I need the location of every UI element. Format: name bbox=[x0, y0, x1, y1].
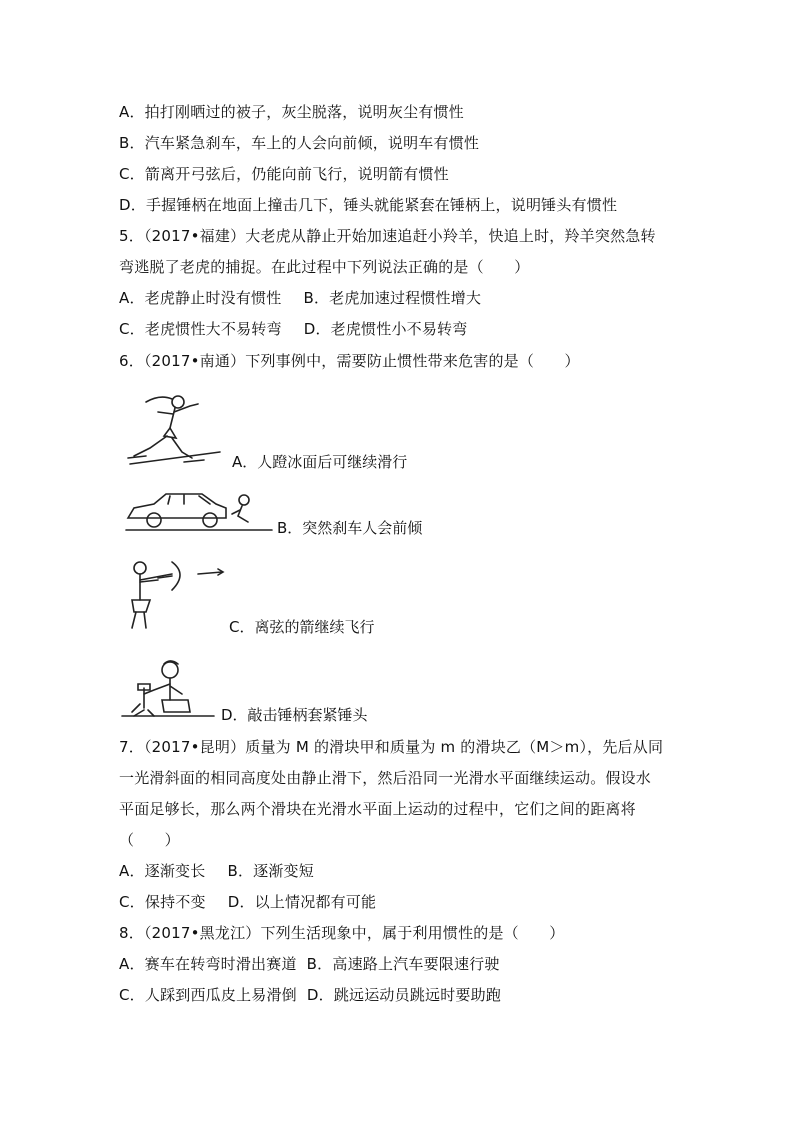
q7-option-c: C．保持不变 bbox=[119, 893, 206, 911]
q4-option-b: B．汽车紧急刹车，车上的人会向前倾，说明车有惯性 bbox=[119, 134, 480, 152]
q6-picture-c-archer bbox=[124, 556, 228, 632]
q4-option-c: C．箭离开弓弦后，仍能向前飞行，说明箭有惯性 bbox=[119, 165, 449, 183]
q8-option-d: D．跳远运动员跳远时要助跑 bbox=[306, 986, 502, 1004]
q7-stem-line4: （ ） bbox=[119, 831, 180, 849]
q6-option-c: C．离弦的箭继续飞行 bbox=[229, 618, 375, 636]
q8-options-row2 bbox=[119, 985, 501, 1005]
q8-option-a: A．赛车在转弯时滑出赛道 bbox=[119, 955, 297, 973]
q5-stem-line2: 弯逃脱了老虎的捕捉。在此过程中下列说法正确的是（ ） bbox=[119, 258, 530, 276]
q7-option-a: A．逐渐变长 bbox=[119, 862, 206, 880]
q8-option-c: C．人踩到西瓜皮上易滑倒 bbox=[119, 986, 297, 1004]
q6-picture-b-car bbox=[124, 486, 274, 532]
q6-stem: 6．（2017•南通）下列事例中，需要防止惯性带来危害的是（ ） bbox=[119, 352, 580, 370]
q4-option-d: D．手握锤柄在地面上撞击几下，锤头就能紧套在锤柄上，说明锤头有惯性 bbox=[119, 196, 618, 214]
q6-option-d: D．敲击锤柄套紧锤头 bbox=[221, 706, 368, 724]
q8-stem: 8．（2017•黑龙江）下列生活现象中，属于利用惯性的是（ ） bbox=[119, 924, 565, 942]
q7-stem-line3: 平面足够长，那么两个滑块在光滑水平面上运动的过程中，它们之间的距离将 bbox=[119, 800, 636, 818]
q6-picture-d-hammer bbox=[118, 654, 218, 720]
q7-stem-line2: 一光滑斜面的相同高度处由静止滑下，然后沿同一光滑水平面继续运动。假设水 bbox=[119, 769, 652, 787]
q7-option-b: B．逐渐变短 bbox=[227, 862, 314, 880]
q7-option-d: D．以上情况都有可能 bbox=[227, 893, 377, 911]
q5-option-d: D．老虎惯性小不易转弯 bbox=[303, 320, 468, 338]
q5-options-row1 bbox=[119, 288, 481, 308]
q8-option-b: B．高速路上汽车要限速行驶 bbox=[306, 955, 500, 973]
q8-options-row1 bbox=[119, 954, 500, 974]
q5-options-row2 bbox=[119, 319, 467, 339]
q7-options-row2 bbox=[119, 892, 376, 912]
q6-option-b: B．突然刹车人会前倾 bbox=[277, 519, 423, 537]
q7-options-row1 bbox=[119, 861, 314, 881]
q7-stem-line1: 7．（2017•昆明）质量为 M 的滑块甲和质量为 m 的滑块乙（M＞m），先后从同 bbox=[119, 738, 664, 756]
q6-picture-a-skater bbox=[120, 386, 228, 466]
q5-option-c: C．老虎惯性大不易转弯 bbox=[119, 320, 282, 338]
q6-option-a: A．人蹬冰面后可继续滑行 bbox=[232, 453, 408, 471]
q5-option-b: B．老虎加速过程惯性增大 bbox=[303, 289, 482, 307]
q5-option-a: A．老虎静止时没有惯性 bbox=[119, 289, 282, 307]
q5-stem-line1: 5．（2017•福建）大老虎从静止开始加速追赶小羚羊，快追上时，羚羊突然急转 bbox=[119, 227, 656, 245]
q4-option-a: A．拍打刚晒过的被子，灰尘脱落，说明灰尘有惯性 bbox=[119, 103, 464, 121]
